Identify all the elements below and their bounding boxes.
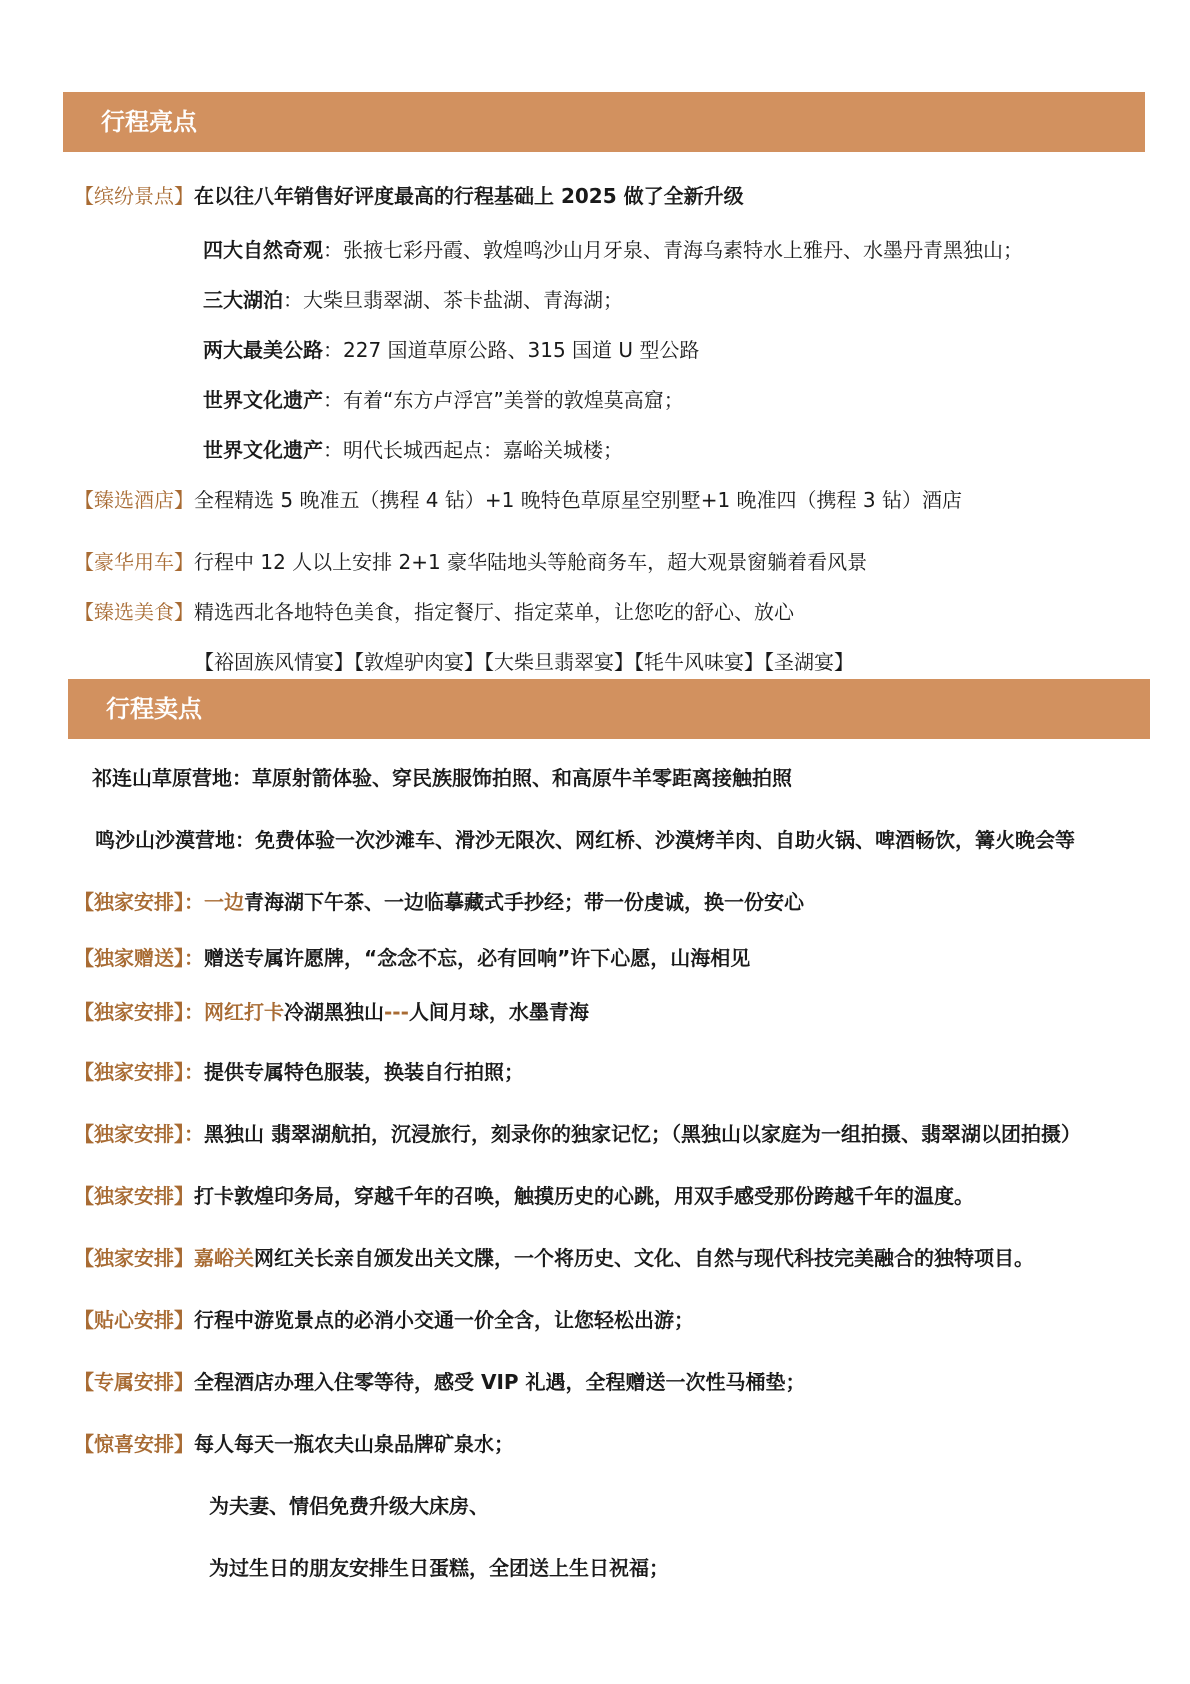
- tag-label: 【独家赠送】：: [74, 946, 204, 970]
- row-text: ：有着“东方卢浮宫”美誉的敦煌莫高窟；: [323, 388, 684, 412]
- row-roads: [203, 336, 699, 364]
- row-feasts: [194, 648, 854, 676]
- row-heritage-jiayuguan: [203, 436, 623, 464]
- row-lakes: [203, 286, 623, 314]
- row-food: [74, 598, 794, 626]
- row-exclusive-checkin: [74, 998, 589, 1026]
- row-text: 为过生日的朋友安排生日蛋糕，全团送上生日祝福；: [209, 1556, 669, 1580]
- section-title: 行程卖点: [106, 695, 202, 723]
- section-title: 行程亮点: [101, 108, 197, 136]
- row-text: 赠送专属许愿牌，“念念不忘，必有回响”许下心愿，山海相见: [204, 946, 751, 970]
- row-natural-wonders: [203, 236, 1023, 264]
- tag-label: 【臻选酒店】: [74, 488, 194, 512]
- row-text: 精选西北各地特色美食，指定餐厅、指定菜单，让您吃的舒心、放心: [194, 600, 794, 624]
- row-hotel: [74, 486, 962, 514]
- row-label: 三大湖泊: [203, 288, 283, 312]
- row-vehicle: [74, 548, 867, 576]
- row-text: 行程中 12 人以上安排 2+1 豪华陆地头等舱商务车，超大观景窗躺着看风景: [194, 550, 868, 574]
- row-text: 青海湖下午茶、一边临摹藏式手抄经；带一份虔诚，换一份安心: [244, 890, 804, 914]
- row-exclusive-gift: [74, 944, 750, 972]
- row-surprise-water: [74, 1430, 514, 1458]
- row-exclusive-jiayuguan: [74, 1244, 1034, 1272]
- highlight-dashes: ---: [384, 1000, 409, 1024]
- row-label: 世界文化遗产: [203, 388, 323, 412]
- row-exclusive-tea: [74, 888, 804, 916]
- tag-label: 【豪华用车】: [74, 550, 194, 574]
- row-text: 黑独山 翡翠湖航拍，沉浸旅行，刻录你的独家记忆；（黑独山以家庭为一组拍摄、翡翠湖以团拍摄）: [204, 1122, 1081, 1146]
- row-qilian-camp: [92, 764, 792, 792]
- tag-label: 【缤纷景点】: [74, 184, 194, 208]
- tag-label: 【独家安排】: [74, 1184, 194, 1208]
- row-scenic: [74, 182, 744, 210]
- tag-label: 【臻选美食】: [74, 600, 194, 624]
- row-text-2: 人间月球，水墨青海: [408, 1000, 589, 1024]
- row-label: 四大自然奇观: [203, 238, 323, 262]
- row-text: ：张掖七彩丹霞、敦煌鸣沙山月牙泉、青海乌素特水上雅丹、水墨丹青黑独山；: [323, 238, 1023, 262]
- row-text: 提供专属特色服装，换装自行拍照；: [204, 1060, 524, 1084]
- row-text: 全程酒店办理入住零等待，感受 VIP 礼遇，全程赠送一次性马桶垫；: [194, 1370, 806, 1394]
- row-caring-transport: [74, 1306, 694, 1334]
- row-text: 每人每天一瓶农夫山泉品牌矿泉水；: [194, 1432, 514, 1456]
- tag-label: 【贴心安排】: [74, 1308, 194, 1332]
- tag-label: 【独家安排】：: [74, 890, 204, 914]
- highlight-text: 一边: [204, 890, 244, 914]
- row-text: ：明代长城西起点：嘉峪关城楼；: [323, 438, 623, 462]
- highlight-text: 网红打卡: [204, 1000, 284, 1024]
- tag-label: 【独家安排】: [74, 1246, 194, 1270]
- row-text: 冷湖黑独山: [284, 1000, 384, 1024]
- row-text: ：大柴旦翡翠湖、茶卡盐湖、青海湖；: [283, 288, 623, 312]
- row-text: ：227 国道草原公路、315 国道 U 型公路: [323, 338, 700, 362]
- row-text: 网红关长亲自颁发出关文牒，一个将历史、文化、自然与现代科技完美融合的独特项目。: [254, 1246, 1034, 1270]
- tag-label: 【专属安排】: [74, 1370, 194, 1394]
- row-text: 为夫妻、情侣免费升级大床房、: [209, 1494, 489, 1518]
- row-text: 行程中游览景点的必消小交通一价全含，让您轻松出游；: [194, 1308, 694, 1332]
- row-label: 世界文化遗产: [203, 438, 323, 462]
- row-text: 打卡敦煌印务局，穿越千年的召唤，触摸历史的心跳，用双手感受那份跨越千年的温度。: [194, 1184, 974, 1208]
- row-exclusive-costume: [74, 1058, 524, 1086]
- highlight-text: 嘉峪关: [194, 1246, 254, 1270]
- row-surprise-room: [209, 1492, 489, 1520]
- row-exclusive-aerial: [74, 1120, 1081, 1148]
- row-text: 在以往八年销售好评度最高的行程基础上 2025 做了全新升级: [194, 184, 744, 208]
- row-text: 全程精选 5 晚准五（携程 4 钻）+1 晚特色草原星空别墅+1 晚准四（携程 3 钻）酒店: [194, 488, 962, 512]
- section-header-selling-points: [68, 679, 1150, 739]
- row-mingsha-camp: [95, 826, 1075, 854]
- tag-label: 【独家安排】：: [74, 1000, 204, 1024]
- section-header-highlights: [63, 92, 1145, 152]
- row-exclusive-dunhuang: [74, 1182, 974, 1210]
- row-heritage-mogao: [203, 386, 684, 414]
- row-text: 鸣沙山沙漠营地：免费体验一次沙滩车、滑沙无限次、网红桥、沙漠烤羊肉、自助火锅、啤酒畅饮，篝火晚会等: [95, 828, 1075, 852]
- tag-label: 【独家安排】：: [74, 1060, 204, 1084]
- row-text: 【裕固族风情宴】【敦煌驴肉宴】【大柴旦翡翠宴】【牦牛风味宴】【圣湖宴】: [194, 650, 854, 674]
- tag-label: 【独家安排】：: [74, 1122, 204, 1146]
- row-text: 祁连山草原营地：草原射箭体验、穿民族服饰拍照、和高原牛羊零距离接触拍照: [92, 766, 792, 790]
- row-surprise-birthday: [209, 1554, 669, 1582]
- row-vip-checkin: [74, 1368, 806, 1396]
- tag-label: 【惊喜安排】: [74, 1432, 194, 1456]
- row-label: 两大最美公路: [203, 338, 323, 362]
